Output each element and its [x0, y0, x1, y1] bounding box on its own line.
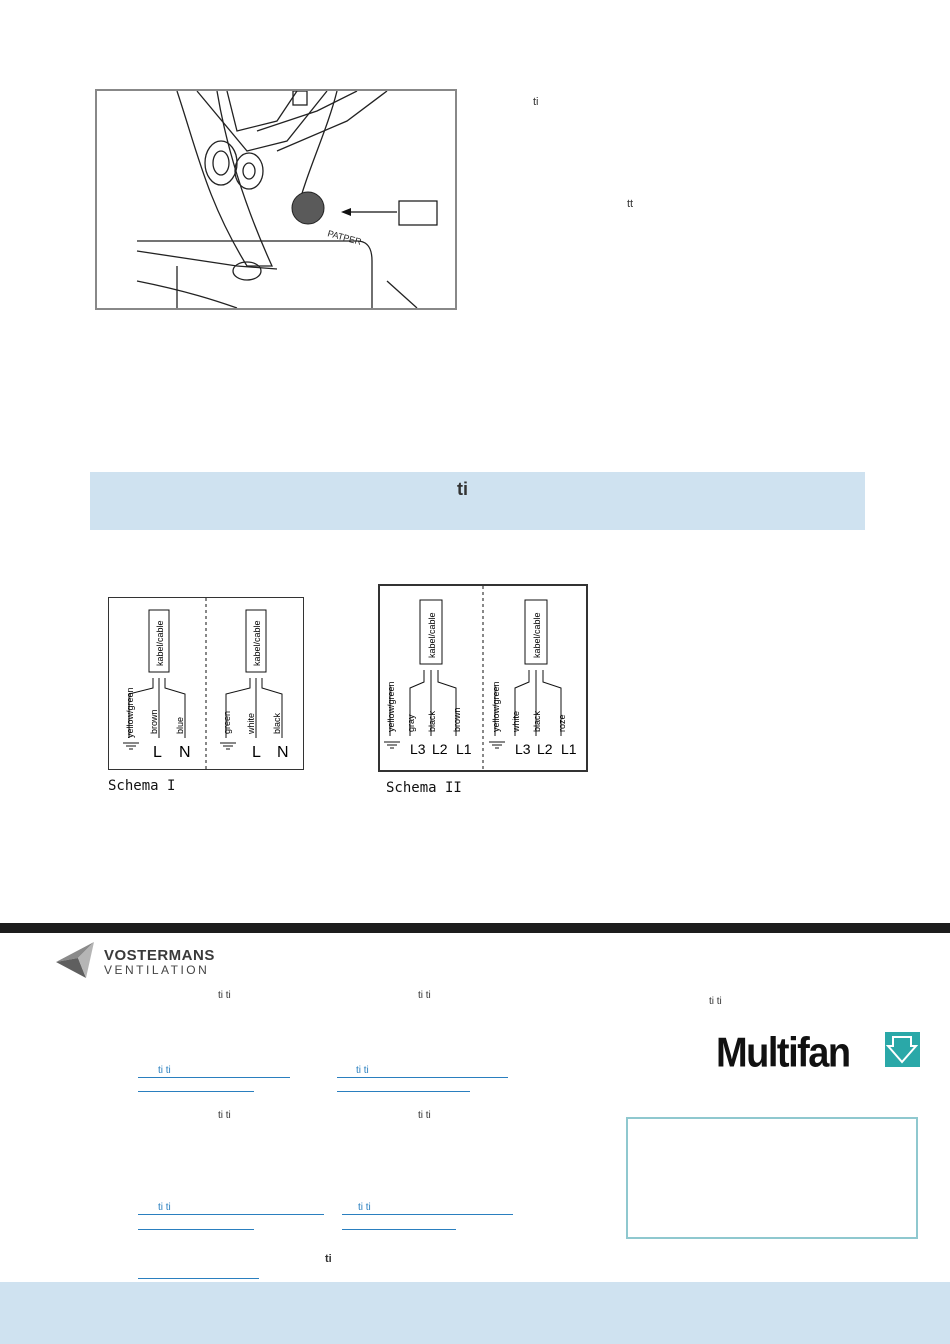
- schema2-right-wire-3: black: [532, 710, 542, 732]
- schema1-right-wire-3: black: [272, 712, 282, 734]
- schema2-left-wire-1: yellow/green: [386, 681, 396, 732]
- schema2-left-wire-3: black: [427, 710, 437, 732]
- schema1-right-terminal-n: N: [277, 744, 289, 761]
- footer-rule: [0, 923, 950, 933]
- schema1-left-wire-3: blue: [175, 716, 185, 734]
- schema2-right-cable-label: kabel/cable: [532, 612, 542, 658]
- footer-text-d: ti ti: [218, 1110, 231, 1121]
- footer-text-e: ti ti: [418, 1110, 431, 1121]
- schema2-left-wire-2: gray: [406, 714, 416, 732]
- schema1-right-cable-label: kabel/cable: [252, 620, 262, 666]
- schema2-right-terminal-2: L2: [537, 741, 553, 757]
- schema1-left-cable-label: kabel/cable: [155, 620, 165, 666]
- footer-link-5-underline[interactable]: [138, 1278, 259, 1279]
- fan-mounting-drawing: [97, 91, 455, 308]
- side-text-2: tt: [627, 198, 634, 210]
- schema1-left-wire-1: yellow/green: [125, 687, 135, 738]
- schema1-right-terminal-l: L: [252, 744, 261, 761]
- schema2-left-wire-4: brown: [452, 707, 462, 732]
- footer-link-2-underline-2[interactable]: [337, 1091, 470, 1092]
- part-label: PATPER: [326, 228, 363, 247]
- brand-name: VOSTERMANS: [104, 947, 215, 964]
- schema2-left-terminal-1: L3: [410, 741, 426, 757]
- schema-1-diagram: [108, 597, 304, 770]
- fan-mounting-figure: [95, 89, 457, 310]
- footer-link-3-underline-2[interactable]: [138, 1229, 254, 1230]
- footer-link-3-underline[interactable]: [138, 1214, 324, 1215]
- schema2-right-terminal-3: L1: [561, 741, 577, 757]
- schema2-right-terminal-1: L3: [515, 741, 531, 757]
- footer-link-4[interactable]: ti ti: [358, 1202, 371, 1213]
- schema1-left-wire-2: brown: [149, 709, 159, 734]
- vostermans-logo-icon: [56, 940, 96, 980]
- schema-1-caption: Schema I: [108, 778, 176, 794]
- schema1-left-terminal-n: N: [179, 744, 191, 761]
- bottom-band: [0, 1282, 950, 1344]
- footer-link-3[interactable]: ti ti: [158, 1202, 171, 1213]
- schema-2-diagram: [378, 584, 588, 772]
- side-text-1: ti: [533, 96, 539, 108]
- schema1-right-wire-2: white: [246, 712, 256, 734]
- schema1-right-wire-1: green: [222, 710, 232, 734]
- footer-text-c: ti ti: [709, 996, 722, 1007]
- schema2-left-cable-label: kabel/cable: [427, 612, 437, 658]
- schema2-right-wire-2: white: [511, 710, 521, 732]
- brand-subtitle: VENTILATION: [104, 963, 210, 977]
- footer-link-1-underline-2[interactable]: [138, 1091, 254, 1092]
- schema-2-caption: Schema II: [386, 780, 462, 796]
- footer-link-2[interactable]: ti ti: [356, 1065, 369, 1076]
- multifan-logo-icon: [885, 1032, 920, 1067]
- schema2-left-terminal-3: L1: [456, 741, 472, 757]
- schema2-left-terminal-2: L2: [432, 741, 448, 757]
- footer-text-a: ti ti: [218, 990, 231, 1001]
- footer-link-4-underline-2[interactable]: [342, 1229, 456, 1230]
- note-box: [626, 1117, 918, 1239]
- banner-text: ti: [457, 479, 468, 499]
- footer-link-4-underline[interactable]: [342, 1214, 513, 1215]
- schema2-right-wire-1: yellow/green: [491, 681, 501, 732]
- footer-link-2-underline[interactable]: [337, 1077, 508, 1078]
- footer-text-f: ti: [325, 1253, 332, 1265]
- footer-link-1-underline[interactable]: [138, 1077, 290, 1078]
- multifan-logo-text: Multifan: [716, 1030, 850, 1077]
- section-banner: [90, 472, 865, 530]
- schema2-right-wire-4: roze: [557, 714, 567, 732]
- schema1-left-terminal-l: L: [153, 744, 162, 761]
- footer-text-b: ti ti: [418, 990, 431, 1001]
- footer-link-1[interactable]: ti ti: [158, 1065, 171, 1076]
